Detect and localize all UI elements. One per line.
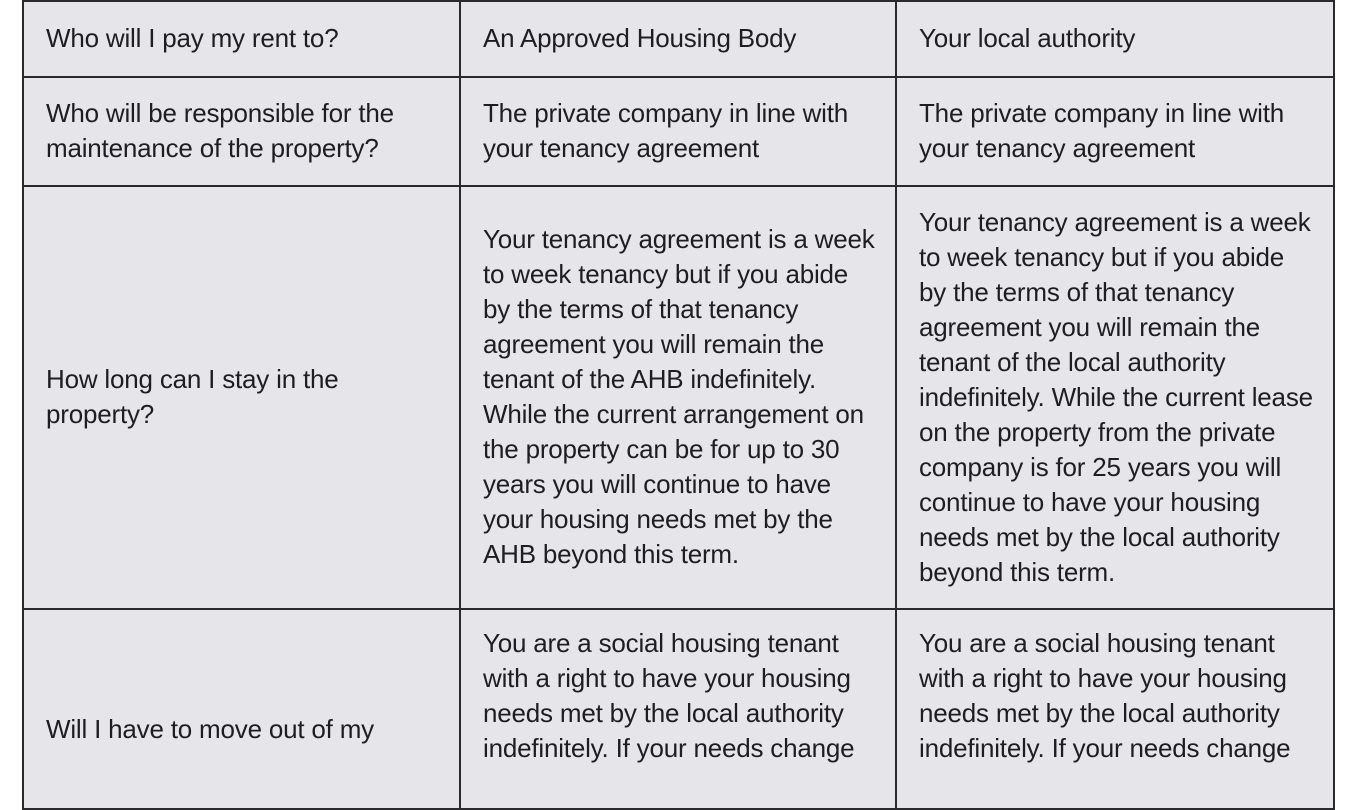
ahb-answer-cell: Your tenancy agreement is a week to week tenancy but if you abide by the terms of that tenancy agreement you will remain the tenant of the AHB indefinitely. While the current arrangement on the property can be for up to 30 years you will continue to have your housing needs met by the AHB beyond this term. — [460, 186, 896, 609]
ahb-answer-cell: An Approved Housing Body — [460, 1, 896, 77]
table-row — [23, 609, 1334, 809]
comparison-table-body — [23, 1, 1334, 809]
question-cell: Will I have to move out of my — [23, 609, 460, 809]
question-cell: Who will be responsible for the maintenance of the property? — [23, 77, 460, 186]
local-authority-answer-cell: You are a social housing tenant with a right to have your housing needs met by the local authority indefinitely. If your needs change — [896, 609, 1334, 809]
table-row — [23, 1, 1334, 77]
ahb-answer-cell: You are a social housing tenant with a right to have your housing needs met by the local authority indefinitely. If your needs change — [460, 609, 896, 809]
local-authority-answer-cell: The private company in line with your tenancy agreement — [896, 77, 1334, 186]
table-row — [23, 186, 1334, 609]
ahb-answer-cell: The private company in line with your tenancy agreement — [460, 77, 896, 186]
question-cell: Who will I pay my rent to? — [23, 1, 460, 77]
comparison-table — [22, 0, 1335, 810]
local-authority-answer-cell: Your tenancy agreement is a week to week tenancy but if you abide by the terms of that tenancy agreement you will remain the tenant of the local authority indefinitely. While the current lease on the property from the private company is for 25 years you will continue to have your housing needs met by the local authority beyond this term. — [896, 186, 1334, 609]
local-authority-answer-cell: Your local authority — [896, 1, 1334, 77]
table-row — [23, 77, 1334, 186]
question-cell: How long can I stay in the property? — [23, 186, 460, 609]
